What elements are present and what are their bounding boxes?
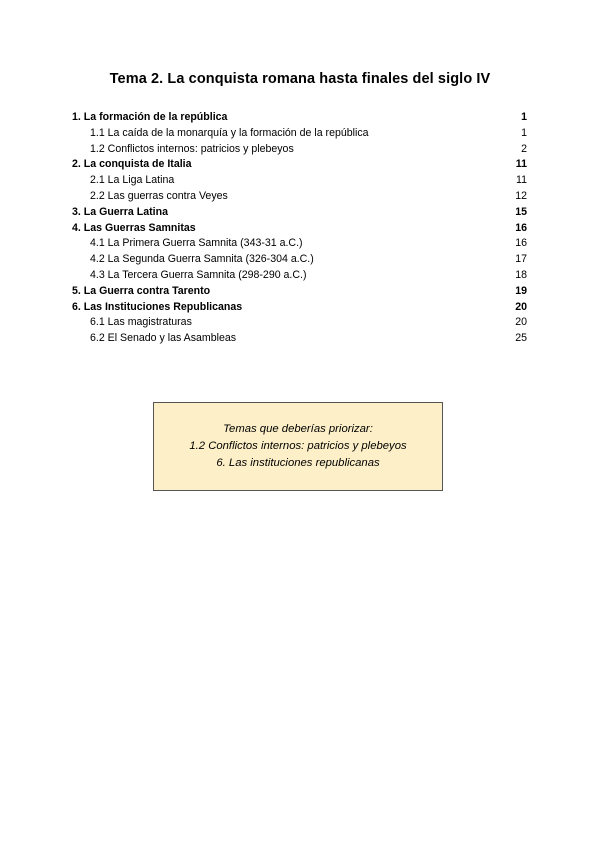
toc-subsection-row[interactable] bbox=[72, 252, 527, 268]
table-of-contents bbox=[72, 110, 527, 347]
toc-subsection-row[interactable] bbox=[72, 189, 527, 205]
priority-note-box bbox=[153, 402, 443, 491]
toc-entry-page-number: 15 bbox=[515, 205, 527, 218]
toc-entry-page-number: 12 bbox=[515, 189, 527, 202]
toc-section-row[interactable] bbox=[72, 110, 527, 126]
document-title: Tema 2. La conquista romana hasta finales del siglo IV bbox=[109, 71, 491, 87]
toc-entry-label: 1.1 La caída de la monarquía y la formación de la república bbox=[90, 126, 369, 139]
toc-entry-label: 1. La formación de la república bbox=[72, 111, 228, 123]
toc-section-row[interactable] bbox=[72, 157, 527, 173]
toc-section-row[interactable] bbox=[72, 284, 527, 300]
toc-entry-page-number: 17 bbox=[515, 253, 527, 266]
toc-entry-label: 4.1 La Primera Guerra Samnita (343-31 a.C.) bbox=[90, 237, 303, 250]
toc-subsection-row[interactable] bbox=[72, 315, 527, 331]
toc-entry-label: 6.1 Las magistraturas bbox=[90, 316, 192, 329]
toc-section-row[interactable] bbox=[72, 205, 527, 221]
note-item-conflictos: 1.2 Conflictos internos: patricios y plebeyos bbox=[189, 440, 407, 452]
toc-entry-label: 2. La conquista de Italia bbox=[72, 158, 192, 171]
toc-entry-page-number: 16 bbox=[515, 221, 527, 234]
note-heading: Temas que deberías priorizar: bbox=[223, 423, 373, 435]
toc-section-row[interactable] bbox=[72, 221, 527, 237]
toc-entry-label: 6. Las Instituciones Republicanas bbox=[72, 300, 243, 313]
toc-entry-label: 2.2 Las guerras contra Veyes bbox=[90, 189, 228, 202]
note-item-instituciones: 6. Las instituciones republicanas bbox=[216, 457, 380, 469]
toc-entry-page-number: 18 bbox=[515, 268, 527, 281]
toc-subsection-row[interactable] bbox=[72, 126, 527, 142]
toc-entry-page-number: 11 bbox=[516, 174, 527, 187]
toc-entry-label: 4.3 La Tercera Guerra Samnita (298-290 a.C.) bbox=[90, 268, 307, 281]
toc-subsection-row[interactable] bbox=[72, 331, 527, 347]
toc-entry-page-number: 20 bbox=[515, 316, 527, 329]
toc-entry-page-number: 2 bbox=[521, 142, 527, 155]
toc-entry-label: 4. Las Guerras Samnitas bbox=[72, 221, 196, 234]
toc-subsection-row[interactable] bbox=[72, 142, 527, 158]
toc-entry-label: 6.2 El Senado y las Asambleas bbox=[90, 332, 237, 345]
toc-subsection-row[interactable] bbox=[72, 173, 527, 189]
toc-entry-page-number: 20 bbox=[515, 300, 527, 313]
toc-subsection-row[interactable] bbox=[72, 268, 527, 284]
toc-entry-label: 5. La Guerra contra Tarento bbox=[72, 284, 211, 297]
toc-section-row[interactable] bbox=[72, 300, 527, 316]
toc-entry-label: 2.1 La Liga Latina bbox=[90, 174, 175, 187]
toc-entry-page-number: 11 bbox=[515, 158, 527, 171]
toc-entry-page-number: 19 bbox=[515, 284, 527, 297]
toc-entry-label: 3. La Guerra Latina bbox=[72, 205, 168, 218]
toc-entry-label: 1.2 Conflictos internos: patricios y plebeyos bbox=[90, 142, 294, 155]
toc-subsection-row[interactable] bbox=[72, 236, 527, 252]
toc-entry-page-number: 1 bbox=[521, 111, 527, 123]
toc-entry-page-number: 25 bbox=[515, 332, 527, 345]
toc-entry-label: 4.2 La Segunda Guerra Samnita (326-304 a.C.) bbox=[90, 253, 314, 266]
toc-entry-page-number: 1 bbox=[521, 126, 527, 139]
toc-entry-page-number: 16 bbox=[515, 237, 527, 250]
